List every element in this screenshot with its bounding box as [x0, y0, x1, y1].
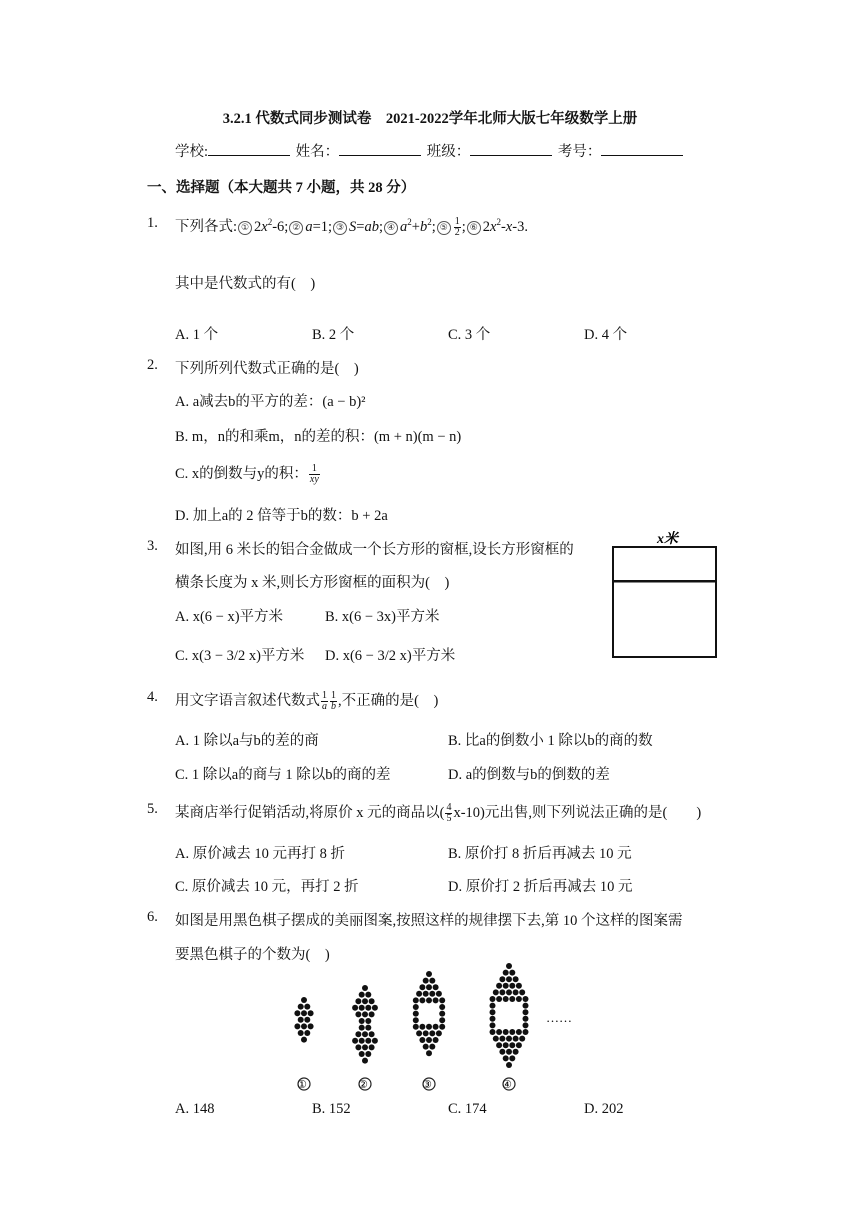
chess-piece-p2-0	[426, 971, 432, 977]
chess-piece-p1-14	[365, 1018, 371, 1024]
chess-piece-p1-22	[365, 1038, 371, 1044]
q5-number: 5.	[147, 801, 158, 817]
chess-piece-p1-4	[362, 998, 368, 1004]
chess-piece-p3-21	[490, 1003, 496, 1009]
chess-piece-p0-4	[301, 1010, 307, 1016]
q4-number: 4.	[147, 689, 158, 705]
school-blank[interactable]	[208, 143, 290, 156]
q4-text-pre: 用文字语言叙述代数式	[175, 693, 320, 709]
q5-text-post: x-10)元出售,则下列说法正确的是( )	[453, 805, 702, 821]
chess-piece-p2-13	[433, 997, 439, 1003]
chess-piece-p2-5	[433, 984, 439, 990]
chess-piece-p3-26	[523, 1016, 529, 1022]
q3-number: 3.	[147, 538, 158, 554]
chess-piece-p2-33	[423, 1044, 429, 1050]
chess-piece-p3-29	[490, 1029, 496, 1035]
q1-number: 1.	[147, 215, 158, 231]
q5-option-a[interactable]: A. 原价减去 10 元再打 8 折	[175, 846, 345, 862]
chess-piece-p3-11	[499, 989, 505, 995]
chess-piece-p3-0	[506, 963, 512, 969]
chess-piece-p2-34	[429, 1044, 435, 1050]
exam-number-blank[interactable]	[601, 143, 683, 156]
q4-text	[175, 689, 438, 712]
chess-piece-p3-22	[523, 1003, 529, 1009]
q5-option-b[interactable]: B. 原价打 8 折后再减去 10 元	[448, 846, 632, 862]
q4-fraction-1-over-b: $\frac{1}{b}$	[331, 690, 336, 713]
figure-width-label: x米	[657, 532, 678, 547]
chess-piece-p0-11	[298, 1030, 304, 1036]
chess-piece-p1-19	[369, 1031, 375, 1037]
chess-piece-p2-31	[426, 1037, 432, 1043]
chess-piece-p0-10	[308, 1023, 314, 1029]
chess-piece-p1-7	[359, 1005, 365, 1011]
q2-text: 下列所列代数式正确的是( )	[175, 361, 359, 377]
q3-option-a[interactable]: A. x(6 − x)平方米	[175, 609, 284, 625]
chess-piece-p3-19	[516, 996, 522, 1002]
chess-piece-p3-17	[503, 996, 509, 1002]
q4-fraction-1-over-a: $\frac{1}{a}$	[322, 690, 327, 713]
pattern-label-1: ①	[297, 1078, 307, 1091]
q1-option-c[interactable]: C. 3 个	[448, 327, 491, 343]
chess-piece-p3-39	[519, 1036, 525, 1042]
chess-piece-p3-25	[490, 1016, 496, 1022]
q3-line-1: 如图,用 6 米长的铝合金做成一个长方形的窗框,设长方形窗框的	[175, 542, 574, 558]
chess-piece-p2-23	[426, 1024, 432, 1030]
chess-piece-p0-6	[298, 1017, 304, 1023]
chess-piece-p1-8	[365, 1005, 371, 1011]
chess-piece-p1-20	[352, 1038, 358, 1044]
q5-text	[175, 801, 701, 824]
chess-piece-p1-12	[369, 1011, 375, 1017]
chess-piece-p3-47	[503, 1055, 509, 1061]
chess-piece-p2-29	[436, 1030, 442, 1036]
chess-piece-p3-24	[523, 1009, 529, 1015]
name-blank[interactable]	[339, 143, 421, 156]
q2-option-c-fraction: $\frac{1}{xy}$	[309, 463, 319, 486]
chess-piece-p2-20	[439, 1017, 445, 1023]
chess-piece-p3-4	[506, 976, 512, 982]
circle-mark-4: ④	[384, 221, 398, 235]
chess-piece-p3-45	[506, 1049, 512, 1055]
chess-piece-p1-18	[362, 1031, 368, 1037]
chess-piece-p3-2	[509, 970, 515, 976]
chess-piece-p1-1	[359, 992, 365, 998]
chess-piece-p1-3	[355, 998, 361, 1004]
chess-piece-p3-3	[499, 976, 505, 982]
chess-piece-p3-36	[499, 1036, 505, 1042]
chess-piece-p3-43	[516, 1042, 522, 1048]
q1-item-6: $2x^2-x-3$.	[482, 217, 528, 235]
chess-piece-p1-16	[365, 1025, 371, 1031]
q5-fraction: $\frac{4}{5}$	[446, 802, 452, 825]
q1-item-4: $a^2+b^2$;	[400, 217, 436, 235]
q6-line-1: 如图是用黑色棋子摆成的美丽图案,按照这样的规律摆下去,第 10 个这样的图案需	[175, 913, 683, 929]
q6-option-b[interactable]: B. 152	[312, 1101, 351, 1117]
q5-option-c[interactable]: C. 原价减去 10 元，再打 2 折	[175, 879, 359, 895]
chess-piece-p3-18	[509, 996, 515, 1002]
chess-piece-p2-9	[436, 991, 442, 997]
chess-piece-p3-9	[516, 983, 522, 989]
chess-piece-p1-25	[362, 1044, 368, 1050]
circle-mark-6: ⑥	[467, 221, 481, 235]
q2-number: 2.	[147, 357, 158, 373]
chess-piece-p2-14	[439, 997, 445, 1003]
chess-piece-p3-33	[516, 1029, 522, 1035]
chess-piece-p1-24	[355, 1044, 361, 1050]
chess-piece-p2-19	[413, 1017, 419, 1023]
q1-item-1: $2x^2-6$;	[254, 217, 289, 235]
chess-piece-p3-42	[509, 1042, 515, 1048]
chess-piece-p1-17	[355, 1031, 361, 1037]
chess-piece-p2-22	[419, 1024, 425, 1030]
chess-piece-p2-21	[413, 1024, 419, 1030]
chess-piece-p3-12	[506, 989, 512, 995]
chess-piece-p2-12	[426, 997, 432, 1003]
chess-piece-p3-15	[490, 996, 496, 1002]
chess-pattern-figure	[280, 960, 580, 1095]
q2-option-d[interactable]: D. 加上a的 2 倍等于b的数：b + 2a	[175, 508, 388, 524]
chess-piece-p3-28	[523, 1022, 529, 1028]
page-title: 3.2.1 代数式同步测试卷 2021-2022学年北师大版七年级数学上册	[222, 111, 638, 127]
chess-piece-p2-25	[439, 1024, 445, 1030]
chess-piece-p1-21	[359, 1038, 365, 1044]
circle-mark-5: ⑤	[437, 221, 451, 235]
chess-piece-p1-29	[362, 1058, 368, 1064]
q4-option-c[interactable]: C. 1 除以a的商与 1 除以b的商的差	[175, 767, 391, 783]
chess-piece-p1-0	[362, 985, 368, 991]
window-outer-frame	[613, 547, 716, 657]
chess-piece-p0-9	[301, 1023, 307, 1029]
q6-option-a[interactable]: A. 148	[175, 1101, 215, 1117]
chess-piece-p1-5	[369, 998, 375, 1004]
q4-option-b[interactable]: B. 比a的倒数小 1 除以b的商的数	[448, 733, 653, 749]
chess-piece-p3-20	[523, 996, 529, 1002]
name-label: 姓名：	[295, 144, 340, 160]
chess-piece-p3-8	[509, 983, 515, 989]
chess-piece-p3-30	[496, 1029, 502, 1035]
q2-option-c-text: C. x的倒数与y的积：	[175, 466, 308, 482]
chess-piece-p3-44	[499, 1049, 505, 1055]
chess-piece-p1-27	[359, 1051, 365, 1057]
chess-piece-p2-8	[429, 991, 435, 997]
chess-piece-p0-2	[304, 1004, 310, 1010]
chess-piece-p1-26	[369, 1044, 375, 1050]
chess-piece-p2-32	[433, 1037, 439, 1043]
chess-piece-p0-0	[301, 997, 307, 1003]
chess-piece-p0-7	[304, 1017, 310, 1023]
q3-option-b[interactable]: B. x(6 − 3x)平方米	[325, 609, 440, 625]
q1-option-d[interactable]: D. 4 个	[584, 327, 628, 343]
q4-option-a[interactable]: A. 1 除以a与b的差的商	[175, 733, 319, 749]
chess-piece-p3-5	[513, 976, 519, 982]
chess-pieces	[294, 963, 528, 1068]
chess-piece-p2-18	[439, 1011, 445, 1017]
chess-piece-p2-7	[423, 991, 429, 997]
pattern-ellipsis: ……	[546, 1010, 572, 1025]
circle-mark-1: ①	[238, 221, 252, 235]
chess-piece-p3-7	[503, 983, 509, 989]
chess-piece-p3-40	[496, 1042, 502, 1048]
chess-piece-p2-26	[416, 1030, 422, 1036]
section-title: 一、选择题（本大题共 7 小题，共 28 分）	[147, 180, 416, 196]
chess-piece-p1-6	[352, 1005, 358, 1011]
chess-piece-p1-2	[365, 992, 371, 998]
chess-piece-p0-5	[308, 1010, 314, 1016]
chess-piece-p3-32	[509, 1029, 515, 1035]
chess-piece-p2-17	[413, 1011, 419, 1017]
chess-piece-p3-46	[513, 1049, 519, 1055]
chess-piece-p2-27	[423, 1030, 429, 1036]
chess-piece-p2-16	[439, 1004, 445, 1010]
chess-piece-p2-2	[429, 978, 435, 984]
class-blank[interactable]	[470, 143, 552, 156]
q6-number: 6.	[147, 909, 158, 925]
chess-piece-p3-34	[523, 1029, 529, 1035]
class-label: 班级：	[426, 144, 471, 160]
chess-piece-p3-41	[503, 1042, 509, 1048]
chess-piece-p3-14	[519, 989, 525, 995]
chess-piece-p2-4	[426, 984, 432, 990]
chess-piece-p3-1	[503, 970, 509, 976]
chess-piece-p1-11	[362, 1011, 368, 1017]
pattern-label-4: ④	[502, 1078, 512, 1091]
chess-piece-p2-10	[413, 997, 419, 1003]
chess-piece-p3-10	[493, 989, 499, 995]
chess-piece-p0-1	[298, 1004, 304, 1010]
chess-piece-p1-23	[372, 1038, 378, 1044]
chess-piece-p3-13	[513, 989, 519, 995]
chess-piece-p2-6	[416, 991, 422, 997]
school-label: 学校:	[175, 144, 209, 160]
q5-text-pre: 某商店举行促销活动,将原价 x 元的商品以(	[175, 805, 445, 821]
q2-option-c[interactable]	[175, 462, 321, 485]
chess-piece-p2-24	[433, 1024, 439, 1030]
q5-option-d[interactable]: D. 原价打 2 折后再减去 10 元	[448, 879, 633, 895]
chess-piece-p0-8	[294, 1023, 300, 1029]
chess-piece-p2-28	[429, 1030, 435, 1036]
chess-piece-p3-37	[506, 1036, 512, 1042]
chess-piece-p2-3	[419, 984, 425, 990]
q4-text-post: ,不正确的是( )	[338, 693, 439, 709]
q1-item-3: S=ab;	[349, 219, 384, 235]
pattern-label-2: ②	[358, 1078, 368, 1091]
chess-piece-p1-28	[365, 1051, 371, 1057]
q6-line-2: 要黑色棋子的个数为( )	[175, 947, 330, 963]
q6-option-c[interactable]: C. 174	[448, 1101, 487, 1117]
q1-text: 下列各式: ① $2x^2-6$; ② a=1; ③ S=ab; ④ $a^2+b^2$; ⑤ $\frac{1}{2}$ ; ⑥ $2x^2-x-3$.	[175, 216, 528, 239]
q2-option-b[interactable]: B. m，n的和乘m，n的差的积：(m + n)(m − n)	[175, 429, 462, 445]
chess-piece-p2-30	[419, 1037, 425, 1043]
q3-option-c[interactable]: C. x(3 − 3/2 x)平方米	[175, 648, 305, 664]
window-frame-figure	[605, 525, 725, 660]
pattern-label-3: ③	[422, 1078, 432, 1091]
q1-item-2: a=1;	[305, 219, 333, 235]
chess-piece-p1-9	[372, 1005, 378, 1011]
q1-subquestion: 其中是代数式的有( )	[175, 276, 316, 292]
q4-option-d[interactable]: D. a的倒数与b的倒数的差	[448, 767, 610, 783]
chess-piece-p1-15	[359, 1025, 365, 1031]
q6-option-d[interactable]: D. 202	[584, 1101, 624, 1117]
chess-piece-p2-11	[419, 997, 425, 1003]
chess-piece-p0-12	[304, 1030, 310, 1036]
chess-piece-p0-13	[301, 1037, 307, 1043]
q2-option-a[interactable]: A. a减去b的平方的差：(a − b)²	[175, 394, 366, 410]
chess-piece-p3-16	[496, 996, 502, 1002]
chess-piece-p3-6	[496, 983, 502, 989]
chess-piece-p1-13	[359, 1018, 365, 1024]
chess-piece-p0-3	[294, 1010, 300, 1016]
chess-piece-p1-10	[355, 1011, 361, 1017]
chess-piece-p3-48	[509, 1055, 515, 1061]
chess-piece-p2-35	[426, 1050, 432, 1056]
q3-line-2: 横条长度为 x 米,则长方形窗框的面积为( )	[175, 575, 450, 591]
chess-piece-p3-31	[503, 1029, 509, 1035]
q1-option-a[interactable]: A. 1 个	[175, 327, 219, 343]
chess-piece-p2-15	[413, 1004, 419, 1010]
chess-piece-p3-38	[513, 1036, 519, 1042]
student-info-line	[175, 140, 685, 161]
chess-piece-p3-23	[490, 1009, 496, 1015]
chess-piece-p3-49	[506, 1062, 512, 1068]
chess-piece-p3-27	[490, 1022, 496, 1028]
circle-mark-3: ③	[333, 221, 347, 235]
q3-option-d[interactable]: D. x(6 − 3/2 x)平方米	[325, 648, 456, 664]
exam-number-label: 考号：	[557, 144, 602, 160]
q1-item-5-fraction: $\frac{1}{2}$	[454, 216, 460, 239]
circle-mark-2: ②	[289, 221, 303, 235]
q1-option-b[interactable]: B. 2 个	[312, 327, 355, 343]
chess-piece-p3-35	[493, 1036, 499, 1042]
q1-lead: 下列各式:	[175, 219, 238, 235]
chess-piece-p2-1	[423, 978, 429, 984]
